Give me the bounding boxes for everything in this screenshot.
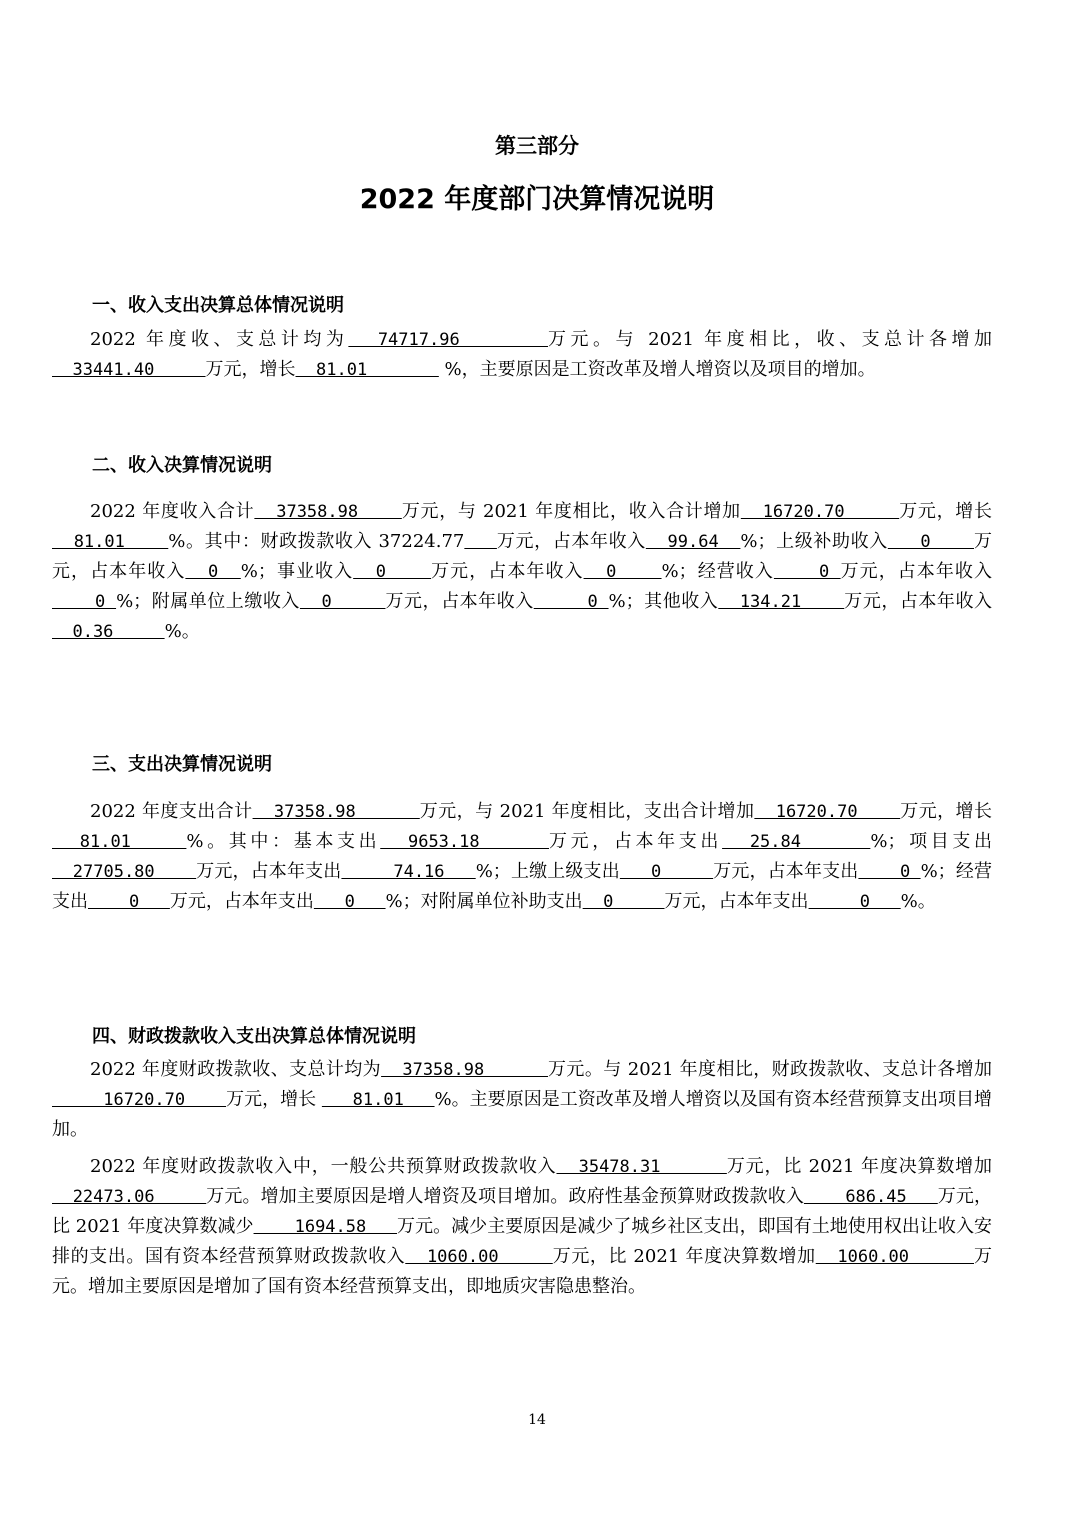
section-2-heading: 二、收入决算情况说明 [92, 455, 272, 476]
section-1-paragraph: 2022 年度收、支总计均为 74717.96 万元。与 2021 年度相比，收、支总计各增加 33441.40 万元，增长 81.01 %，主要原因是工资改革及增人增资以及项目的增加。 [52, 329, 992, 380]
section-3-heading: 三、支出决算情况说明 [92, 754, 272, 775]
section-2-paragraph: 2022 年度收入合计 37358.98 万元，与 2021 年度相比，收入合计增加 16720.70 万元，增长 81.01 %。其中：财政拨款收入 37224.77 万元，占本年收入 99.64 %；上级补助收入 0 万元，占本年收入 0 %；事业收入 0 万元，占本年收入 0 %；经营收入 0 万元，占本年收入 0 %；附属单位上缴收入 0 万元，占本年收入 0 %；其他收入 134.21 万元，占本年收入 0.36 %。 [52, 501, 992, 642]
section-4-paragraph-1: 2022 年度财政拨款收、支总计均为 37358.98 万元。与 2021 年度相比，财政拨款收、支总计各增加 16720.70 万元，增长 81.01 %。主要原因是工资改革及增人增资以及国有资本经营预算支出项目增加。 [52, 1059, 993, 1140]
section-3-paragraph: 2022 年度支出合计 37358.98 万元，与 2021 年度相比，支出合计增加 16720.70 万元，增长 81.01 %。其中：基本支出 9653.18 万元，占本年支出 25.84 %；项目支出 27705.80 万元，占本年支出 74.16 %；上缴上级支出 0 万元，占本年支出 0 %；经营支出 0 万元，占本年支出 0 %；对附属单位补助支出 0 万元，占本年支出 0 %。 [52, 801, 993, 912]
section-4-heading: 四、财政拨款收入支出决算总体情况说明 [92, 1026, 416, 1047]
page-title: 2022 年度部门决算情况说明 [359, 184, 715, 215]
section-1-heading: 一、收入支出决算总体情况说明 [92, 295, 344, 316]
page-number: 14 [528, 1412, 546, 1428]
section-4-paragraph-2: 2022 年度财政拨款收入中，一般公共预算财政拨款收入 35478.31 万元，比 2021 年度决算数增加 22473.06 万元。增加主要原因是增人增资及项目增加。政府性基金预算财政拨款收入 686.45 万元，比 2021 年度决算数减少 1694.58 万元。减少主要原因是减少了城乡社区支出，即国有土地使用权出让收入安排的支出。国有资本经营预算财政拨款收入 1060.00 万元，比 2021 年度决算数增加 1060.00 万元。增加主要原因是增加了国有资本经营预算支出，即地质灾害隐患整治。 [52, 1156, 992, 1297]
part-label: 第三部分 [495, 134, 579, 158]
